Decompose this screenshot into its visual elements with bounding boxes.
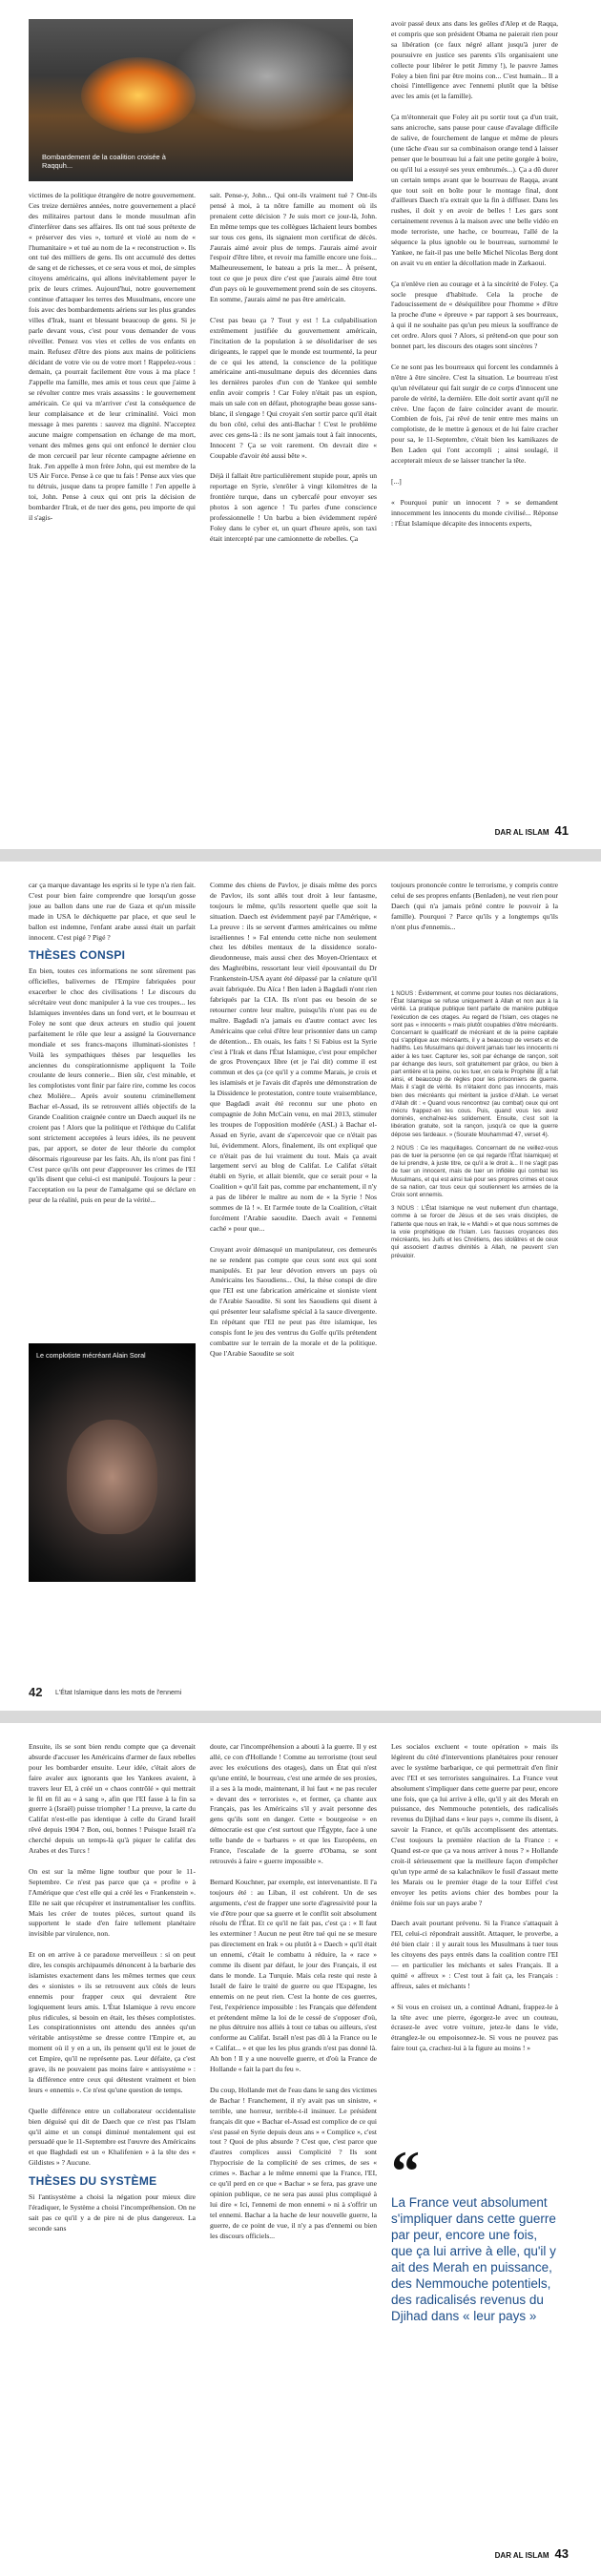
page2-column-1: car ça marque davantage les esprits si le type n'a rien fait. C'est pour bien faire comprendre que lorsqu'un gosse joue au ballon dans une rue de Gaza et qu'un missile made in USA le déchiquette par place, et que seul le ballon est indemne, l'enfant arabe aussi était un parfait innocent. C'est pigé ? Pigé ? THÈSES CONSPI En bien, toutes ces informations ne sont sûrement pas officielles, balivernes de l'Empire fabriquées pour exacerber le choc des civilisations ! Le discours du sécrétaire veut donc manipuler à la vue ces troupes... les Islamiques inventées dans un fond vert, et le bourreau et Foley ne sont que deux acteurs en studio qui jouent parfaitement le rôle que leur a assigné la Gouvernance mondiale et ses francs-maçons illuminati-sionistes ! Voilà les sympathiques thèses par lesquelles les anciennes du conspirationnisme appliquent la Toile croulante de leurs connerie... Bien sûr, c'est minable, et les complotistes vont finir par faire rire, comme les cocos chez Molière... Après avoir soutenu criminellement Bachar el-Assad, ils se retrouvent alliés objectifs de la Grande Coalition craignée contre un Daech auquel ils ne croient pas ! Alors que la politique et l'éthique du Califat sont strictement acceptées à leurs idées, ils ne peuvent pas, par apport, se doter de leur théorie du complot désormais rigoureuse par les faits. Ah, ils n'ont pas fini ! C'est parce qu'ils ont peur d'approuver les crimes de l'EI qu'ils disent que celui-ci est manipulé. Toujours la peur : l'acceptation ou la peur de l'amalgame qui se déclare en peur de la réalité, puis en peur de la vérité... [29, 881, 196, 1205]
page-number: 43 [554, 2546, 569, 2561]
page1-column-2: sait. Pense-y, John... Qui ont-ils vraiment tué ? Ont-ils pensé à moi, à ta nôtre famille au moment où ils prenaient cette décision ? Je suis mort ce jour-là, John. En même temps que tes collègues lâchaient leurs bombes sur tous ces gens, ils signaient mon certificat de décès. J'aurais aimé avoir plus de temps. J'aurais aimé avoir l'espoir d'être libre, et revoir ma famille encore une fois... Malheureusement, le bateau a pris la mer... À présent, tout ce que je peux dire c'est que j'aurais aimé être tout d'un pays où le gouvernement prend soin de ses citoyens. En somme, j'aurais aimé ne pas être américain. C'est pas beau ça ? Tout y est ! La culpabilisation extrêmement justifiée du gouvernement américain, l'incitation de la population à se désolidariser de ses dirigeants, le rappel que le monde est tourmenté, la peur de ce qui les attend, la conscience de la politique américaine anti-musulmane depuis des décennies dans les dernières paroles d'un con de Yankee qui semble enfin avoir compris ! Car Foley n'était pas un espion, mais un sale con en défaut, photographe beau gosse sans-blanc, il s'engage ! Qui croyait s'en sortir parce qu'il était du bon côté, celui des anti-Bachar ! C'est le problème avec ces gens-là : ils ne sont jamais tout à fait innocents, Innocent ? Ça se voit rarement. On devrait dire « Coupable d'avoir été aussi bête ». Déjà il fallait être particulièrement stupide pour, après un reportage en Syrie, s'enrôler à vingt kilomètres de la frontière turque, dans un cybercafé pour envoyer ses photos à son agence ! Tu parles d'une conscience professionnelle ! Un barbu a bien évidemment repéré Foley dans le cyber et, un quart d'heure après, son taxi était intercepté par une camionnette de rebelles. Ça [210, 191, 377, 543]
brand-name: DAR AL ISLAM [494, 828, 549, 837]
pull-quote [391, 2140, 558, 2324]
smoke-cloud [172, 19, 353, 134]
footnote: 3 NOUS : L'État Islamique ne veut nullement d'un chantage, comme à se forcer de Jésus et de ses vrais disciples, de l'attente que nous en Irak, le « Mahdi » et que nous sommes de la voie prophétique de l'Islam. Les fausses croyances des mécréants, les Juifs et les Chrétiens, des idolâtres et de ceux qui associent d'autres divinités à Allah, ne peuvent s'en prévaloir. [391, 1205, 558, 1259]
quote-mark: “ [391, 2140, 420, 2203]
photo-caption: Bombardement de la coalition croisée à Raqquh... [42, 153, 166, 170]
fire-blast [81, 57, 196, 134]
portrait-photo [29, 1343, 196, 1582]
portrait-caption: Le complotiste mécréant Alain Soral [36, 1351, 146, 1360]
magazine-page-41 [0, 0, 601, 849]
page-separator [0, 1711, 601, 1723]
magazine-page-43 [0, 1723, 601, 2572]
magazine-page-42 [0, 862, 601, 1711]
page3-column-2: doute, car l'incompréhension a abouti à la guerre. Il y est allé, ce con d'Hollande ! Comme au terrorisme (tout seul avec les exécutions des otages), dans un État qui n'est qu'une entité, le bourreau, c'est une armée de ses proxies, il a ses à la mode, maintenant, il lui faut « ne pas reculer » devant des « terroristes », et fermer, ça chante aux Français, pas les Américains s'il y avait personne des gens qu'ils sont en danger. Cette « bourgeoise » en démocratie est que c'est surtout que l'Égypte, face à une telle bande de « barbares » et que les Européens, en France, l'escalade de la guerre d'Obama, se sont retrouvés à faire « guerre impossible ». Bernard Kouchner, par exemple, est intervenantiste. Il l'a toujours été : au Liban, il est cohérent. Un de ses arguments, c'est de frapper une sorte d'agressivité pour la vie d'être pour que sa guerre et le conflit soit absolument résolu de l'État. Et ce qu'il ne fait pas, c'est ça : « Il faut les exterminer ! Aucun ne peut être tué qui ne se mesure pas directement en Irak » ou plutôt à « Daech » qu'il était un ennemi, c'était le combattu à réduire, la « race » comme ils disent par défaut, le jour des Français, il est dans le monde. La Turquie. Mais cela reste qui reste à Israël de faire le traité de guerre ou que l'Espagne, les ennemis on ne peut rien. C'est la honte de ces guerres, l'est, l'expérience impossible : les Français que défendent et prétendent même la loi de le cessé de s'opposer d'où, ne plus détruire nos alliés à tout ce tabas ou ailleurs, s'est conforme au Califat. Israël n'est pas dû à la France ou le « Califat... » et que les les plus grands n'est pas donné là. Ah bon ! Il y a une nouvelle guerre, et d'où la France de Hollande « fait la part du feu ». Du coup, Hollande met de l'eau dans le sang des victimes de Bachar ! Franchement, il n'y avait pas un sinistre, « terrible, une horreur, terrible-t-il insinuer. Le président français dit que « Bachar el-Assad est complice de ce qui s'est passé en Syrie depuis deux ans » « Complice », c'est tout ? Quoi de plus absurde ? C'est que, c'est parce que d'autres complices aussi Complicité ? Ils sont l'hypocrisie de la complicité de ses crimes, de ses « crimes ». Bachar a le même ennemi que la France, l'EI, ce qu'il perd en ce que « Bachar » se fera, pas grave une opinion publique, ce ne sera pas aussi plus compliqué à lui dire « Ici, l'ennemi de mon ennemi » ni à s'offrir un tel ennemi. Bachar a la hache de leur nouvelle guerre, la guerre, de ce point de vue, il n'y a pas d'ennemi ou bien les discours officiels... [210, 1742, 377, 2240]
portrait-face [67, 1420, 157, 1534]
page3-column-1: Ensuite, ils se sont bien rendu compte que ça devenait absurde d'accuser les Américains d'armer de faux rebelles pour les bombarder ensuite. Leur idée, c'était alors de faire avaler aux ignorants que les Yankees avaient, à travers leur EI, à créé un « chaos contrôlé » qui mettrait le fil en fil au « à sang », afin que l'EI fasse à la fin sa guerre à (Israël) puisse triompher ! La preuve, la carte du Califat n'est-elle pas identique à celle du Grand Israël rêvé depuis 1904 ? Bon, oui, bonnes ! Puisque Israël n'a cherché depuis un temps-là qu'à piquer le califat des Arabes et des Turcs ! On est sur la même ligne toutbur que pour le 11-Septembre. Ce n'est pas parce que ça « profite » à l'Amérique que c'est elle qui a créé les « Frankenstein ». Elle ne sait que récupérer et instrumentaliser les conflits. Mais les créer de toutes pièces, surtout quand ils supportent le stade d'en faire tellement planétaire invisible par virulence, non. Et on en arrive à ce paradoxe merveilleux : si on peut dire, les conspis archipaumés dénoncent à la barbarie des islamistes exactement dans les mêmes termes que ceux des « sionistes » ils se retrouvent aux côtés de leurs ennemis pour frapper ceux qui devraient être logiquement leurs amis. L'État Islamique à revu encore plus ridicules, si besoin en était, les thèses complotistes. Les conspirationnistes ont attendu des années qu'un véritable antisystème se dresse contre l'Empire et, au moment où il y en a un, ils pensent qu'il est le jouet de cet Empire, qu'il ne représente pas. Leur défaite, ça c'est grave, ils ne pouvaient pas moins faire « antisystème » : la différence entre ceux qui détestent vraiment et bien leurs « ennemis ». Ce n'est qu'une question de temps. Quelle différence entre un collaborateur occidentaliste bien déguisé qui dit de Daech que ce n'est pas l'Islam qu'il aime et un conspi diminué mentalement qui est persuadé que le 11-Septembre est l'œuvre des Américains et que Baghdadi est un « Khalifenien » à la tête des « Gildistes » ? Aucune. THÈSES DU SYSTÈME Si l'antisystème a choisi la négation pour mieux dire l'éradiquer, le Système a choisi l'incompréhension. On ne sait pas ce qu'il y a de pire ni de plus dangereux. La seconde sans [29, 1742, 196, 2233]
brand-name: DAR AL ISLAM [494, 2551, 549, 2560]
brand-footer [495, 2546, 569, 2561]
pull-quote-text: La France veut absolument s'impliquer dans cette guerre par peur, encore une fois, que ça lui arrive à elle, qu'il y ait des Merah en puissance, des Nemmouche potentiels, des radicalisés revenus du Djihad dans « leur pays » [391, 2195, 556, 2323]
bombing-photo [29, 19, 353, 181]
page1-column-1: victimes de la politique étrangère de notre gouvernement. Ces treize dernières années, notre gouvernement a placé des militaires partout dans le monde musulman afin d'interférer dans ses affaires. Ils ont tué sous prétexte de « préserver des vies », torturé et violé au nom de « l'humanitaire » et tué au nom de la « reconstruction ». Ils ont tué des milliers de gens. Ils ont accumulé des dettes de sang et de richesses, et ce sera vous et moi, de simples citoyens américains, qui allons inévitablement payer le prix de leurs crimes. Aujourd'hui, notre gouvernement continue d'attaquer les terres des Musulmans, encore une fois avec des bombardements aériens sur les plus grandes villes d'Irak, tuant et blessant beaucoup de gens. Si je parle devant vous, c'est pour vous demander de vous réveiller. Pensez vos vies et celles de vos enfants en main. Refusez d'être des pions aux mains de politiciens décidant de votre vie ou de votre mort ! Rappelez-vous : demain, ça pourrait facilement être vous à ma place ! J'appelle ma famille, mes amis et tous ceux que j'aime à se révolter contre mes vrais assassins : le gouvernement américain. Ce qui va m'arriver c'est la conséquence de leur complaisance et de leur criminalité. Voici mon message à mes parents : sauvez ma dignité. N'acceptez aucune maigre compensation en échange de ma mort, venant des mêmes gens qui ont enfoncé le dernier clou de mon cercueil par leur récente campagne aérienne en Irak. J'en appelle à mon frère John, qui est membre de la US Air Force. Pense à ce que tu fais ! Pense aux vies que tu détruis, jusque dans ta propre famille ! J'en appelle à toi, John. Pense à ceux qui ont pris la décision de bombarder l'Irak, et de tuer des gens, peu importe de qui il s'agis- [29, 191, 196, 523]
page3-column-3: Les socialos excluent « toute opération » mais ils légèrent du côté d'interventions planétaires pour renouer avec le système barbarique, ce qui permettrait d'en finir avec l'EI et ses terroristes sanguinaires. La France veut absolument s'impliquer dans cette guerre par peur, encore une fois, que ça lui arrive à elle, qu'il y ait des Merah en puissance, des Nemmouche potentiels, des radicalisés revenus du Djihad dans « leur pays », comme ils disent, à savoir la France, et qu'ils accomplissent des attentats. C'est toujours la première réaction de la France : « Quand est-ce que ça va nous arriver à nous ? » Hollande croit-il sérieusement que la meilleure façon d'empêcher qu'un type armé de sa kalachnikov le fusil d'assaut mette les Marais ou le premier étage de la tour Eiffel c'est envoyer les petits avions chier des bombes pour la énième fois sur un pays arabe ? Daech avait pourtant prévenu. Si la France s'attaquait à l'EI, celui-ci répondrait aussitôt. Attaquer, le proverbe, a été bien clair : il y aurait tous les Musulmans à tuer tous les citoyens des pays entrés dans la coalition contre l'EI — en particulier les méchants et sales Français. Il a quitté « affreux » : C'est tout à fait ça, les Français : affreux, sales et méchants ! « Si vous en croisez un, a continué Adnani, frappez-le à la tête avec une pierre, égorgez-le avec un couteau, écrasez-le avec votre voiture, jetez-le dans le vide, étranglez-le ou empoisonnez-le. Si vous ne pouvez pas faire tout ça, crachez-lui à la figure au moins ! » [391, 1742, 558, 2053]
brand-footer [495, 823, 569, 838]
page2-column-3: toujours prononcée contre le terrorisme, y compris contre celui de ses propres enfants (Benladen), ne veut rien pour Daech (qui n'a jamais prôné contre le pouvoir à la famille). Pourquoi ? Parce qu'ils y a longtemps qu'ils n'ont plus d'ennemis... [391, 881, 558, 931]
page-separator [0, 849, 601, 862]
section-heading: THÈSES DU SYSTÈME [29, 2174, 157, 2189]
page1-column-3: avoir passé deux ans dans les geôles d'Alep et de Raqqa, et compris que son président Obama ne paierait rien pour sa libération (ce faux négré allant jusqu'à jurer de poursuivre en justice ses parents s'ils organisaient une collecte pour libérer le petit Jimmy !), le pauvre James Foley a bien fini par être moins con... C'est humain... Il a choisi l'intelligence avec l'ennemi plutôt que la bêtise avec les amis (et la famille). Ça m'étonnerait que Foley ait pu sortir tout ça d'un trait, sans anicroche, sans pause pour cause d'avalage difficile de salive, de fourchement de langue et même de pleurs (une tâche d'eau sur sa combinaison orange tend à laisser penser que le bourreau lui a fait une petite gorgée à boire, ou qu'il lui a essuyé ses yeux embrumés...). Ça a dû durer un certain temps avant que le bourreau de Raqqa, avant que tout soit en boîte pour le montage final, dont d'ailleurs Daech n'a extrait que la fin à diffuser. Dans les rushes, il doit y en avoir de belles ! Les gars sont certainement revenus à la maison avec une belle vidéo en mode terroriste, une hache, ce bourreau, l'allé de la séquence la plus ignoble ou le bourreau, surnommé le Yankee, ne fait-il pas une belle Michel Nicolas Berg dont on avait vu en entier la décollation made in Zarkaoui. Ça n'enlève rien au courage et à la sincérité de Foley. Ça socle presque d'habitude. Cela la proche de l'adoucissement de « déséquilibre pour l'homme » d'être la proche d'une « épreuve » par rapport à ses bourreaux, à qui il ne souhaite pas qu'un peu mieux la souffrance de cet ordre. Alors quoi ? Alors, si prétend-on que pour son bonnet part, les discours des otages sont sincères ? Ce ne sont pas les bourreaux qui forcent les condamnés à n'être à être sincère. C'est la situation. Le bourreau n'est qu'un révélateur qui fait surgir de ce corps d'innocent une parole de vérité, la dernière. Elle doit sortir avant qu'il ne crève. Une façon de faire coïncider avant de mourir. Combien de fois, j'ai rêvé de tenir entre mes mains un complotiste, de le mettre à genoux et de lui faire cracher pour sa, le 11-Septembre, c'était bien les kamikazes de Ben Laden qui l'ont accompli ; ainsi soulagé, il accepterait mieux de se laisser trancher la tête. [...] « Pourquoi punir un innocent ? » se demandent innocemment les innocents du monde civilisé... Réponse : l'État Islamique décapite des innocents experts, [391, 19, 558, 528]
section-heading: THÈSES CONSPI [29, 948, 126, 963]
footnote: 1 NOUS : Évidemment, et comme pour toutes nos déclarations, l'État Islamique se refuse uniquement à Allah et non aux à la vérité. La pratique publique tient parfaite de manière publique l'exécution de ces otages. Au regard de l'Islam, ces otages ne sont pas « innocents » mais plutôt coupables d'être mécréants. Concernant le qualificatif de mécréant et de la peine capitale qui s'applique aux mécréants, il y a beaucoup de versets et de hadiths. Les Musulmans qui doivent jamais tuer les innocents ni aider à les tuer. Capturer les, soit par échange de rançon, soit par échange des leurs, soit gratuitement par grâce, ou bien à part entière et la peine, ou les tuer, en cela le Prophète ﷺ a fait ainsi, et beaucoup de règles pour les prisonniers de guerre. Mais il s'agit de vérité. Ils n'étaient donc pas innocents, mais bien des mécréants qui méritent la justice d'Allah. Le verset d'Allah dit : « Quand vous rencontrez (au combat) ceux qui ont mécru frappez-en les cous. Puis, quand vous les avez dominés, enchaînez-les solidement. Ensuite, c'est soit la libération gratuite, soit la rançon, jusqu'à ce que la guerre dépose ses fardeaux. » (Sourate Mouhammad 47, verset 4). [391, 990, 558, 1138]
footnotes [391, 990, 558, 1266]
page2-column-2: Comme des chiens de Pavlov, je disais même des porcs de Pavlov, ils sont allés tout droit à leur fantasme, toujours le même, qu'ils ressortent quelle que soit la situation. Daech est évidemment payé par l'Amérique, « La preuve : ils se servent d'armes américaines ou même israéliennes ! » Fal entendu cette niche non seulement chez les débiles mentaux de la dissidence soralo-dieudonneuse, mais aussi chez des Moyen-Orientaux et des Maghrébins, ressortant leur vieil épouvantail du Dr Frankenstein-USA ayant été dépassé par la créature qu'il avait fabriquée. Du Aïca ! Ben laden à Bagdadi n'ont rien fabriqués par la CIA. Ils n'ont pas eu besoin de se retourner contre leur maître, puisqu'ils n'ont pas eu de maître. Bagdadi n'a jamais eu d'autre contact avec les Américains que celui d'être leur prisonnier dans un camp de détention... Eh ouais, les faits ! Si Fabius est la Syrie c'est à l'Irak et dans l'État Islamique, c'est pour empêcher de gros Provençaux libre (et je l'ai dit) comme il est commun et des ça (ce qu'il y a comme Marais, je crois et les islamisés et je l'avais dit d'après une démonstration de la Dissidence le protestation, contre toute vraisemblance, que Bagdadi avait été reconnu sur une photo en compagnie de John McCain venu, en mai 2013, stimuler les troupes de l'opposition modérée (ASL) à Bachar el-Assad en Syrie, avant de s'apercevoir que ce n'était pas lui, évidemment. Alors, finalement, ils ont expliqué que ce n'était pas de lui vraiment du tout. Mais ça avait largement servi au blog de Califat. Le Califat s'était établi en Syrie, et allait bientôt, que ce serait pour « la Coalition » qu'il fait pas, comme par enchantement, il n'y a pas de libérer le maître au nom de « la Syrie ! Nos sommes de là ! ». Et l'armée toute de la Coalition, c'était forcément l'Arabie saoudite. Daech avait « l'ennemi caché » pour que... Croyant avoir démasqué un manipulateur, ces demeurés ne se rendent pas compte que ceux sont eux qui sont manipulés. Et par leur dévotion envers un pays où Américains les Saoudiens... Oui, la thèse conspi de dire que l'EI est une fabrication américaine et sioniste vient de l'Arabie Saoudite. Si sont les Saoudiens qui disent à qui présenter leur salafisme spécial à la sauce divergente. En répétant que l'EI ne peut pas être islamique, les conspis font le jeu des ventrus du Golfe qu'ils prétendent combattre sur le terrain de la morale et de la politique. Que l'Arabie Saoudite se soit [210, 881, 377, 1358]
page-number: 41 [554, 823, 569, 838]
footnote: 2 NOUS : Ce les maquillages. Concernant de ne veillez-vous pas de tuer la personne (en ce qui regarde l'État Islamique) et de lui prendre, à juste titre, ce qu'il a le droit à... Il ne s'agit pas de tuer un innocent, mais de tuer un infidèle qui combat les Musulmans, et qui est ainsi tué pour ses propres crimes et ceux de sa nation, car tous ceux qui soutiennent les armées de la Croix sont ennemis. [391, 1144, 558, 1199]
running-footer: L'État Islamique dans les mots de l'ennemi [55, 1690, 182, 1696]
page-number: 42 [29, 1685, 43, 1699]
